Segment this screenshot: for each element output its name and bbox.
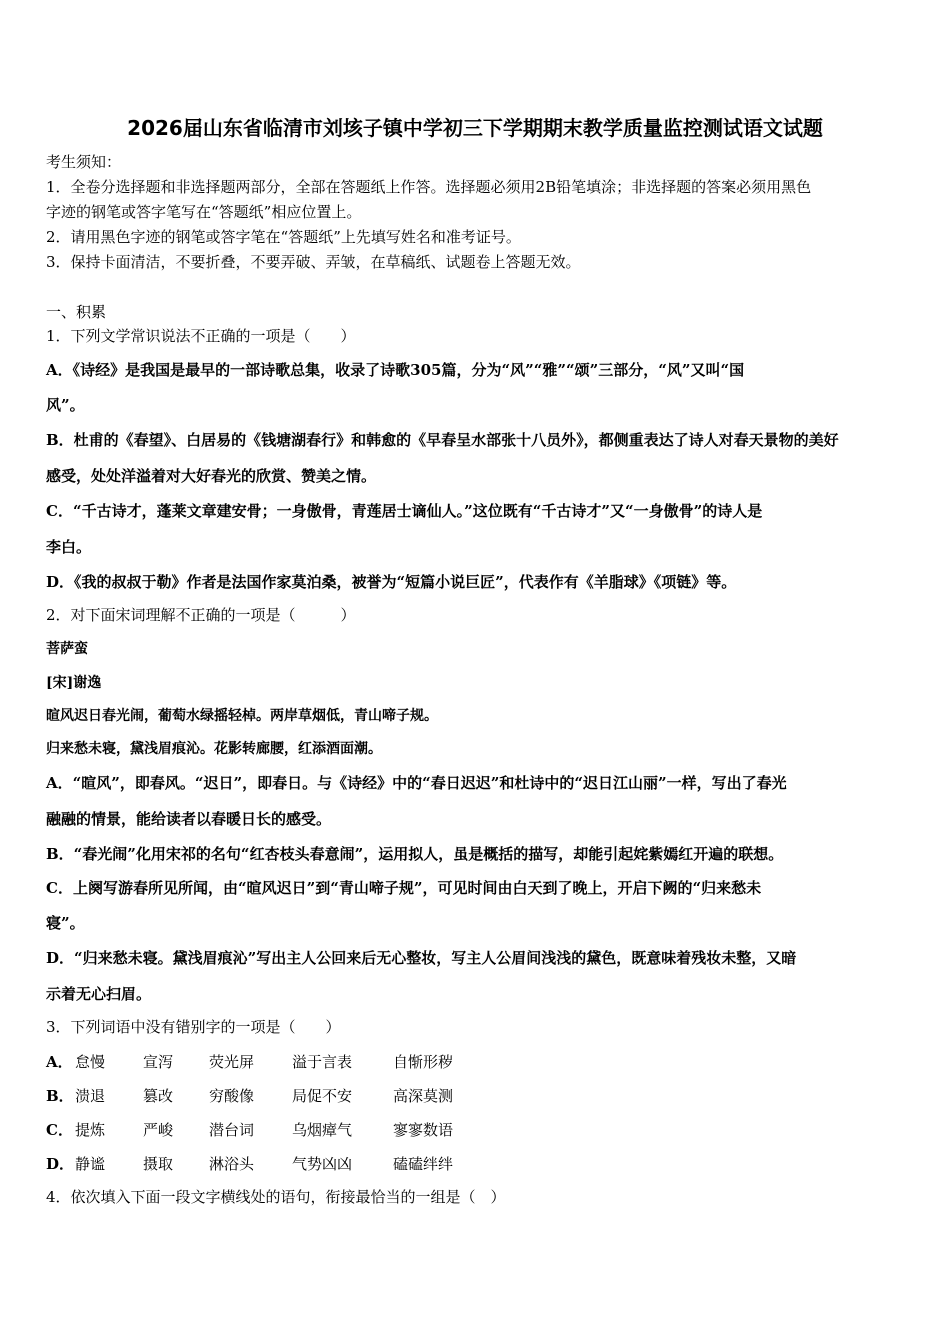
page-title: 2026届山东省临清市刘垓子镇中学初三下学期期末教学质量监控测试语文试题 (127, 116, 823, 140)
poem-author: [宋]谢逸 (46, 675, 102, 691)
word: 局促不安 (292, 1087, 353, 1105)
word: 穷酸像 (209, 1087, 255, 1105)
question-2-option-a: A．“暄风”，即春风。“迟日”，即春日。与《诗经》中的“春日迟迟”和杜诗中的“迟日江山丽”一样，写出了春光 (46, 774, 787, 792)
question-2-option-b: B．“春光闹”化用宋祁的名句“红杏枝头春意闹”，运用拟人，虽是概括的描写，却能引起姹紫嫣红开遍的联想。 (46, 845, 784, 863)
question-1-option-c-cont: 李白。 (46, 538, 92, 556)
poem-title: 菩萨蛮 (46, 641, 88, 657)
question-4-stem: 4．依次填入下面一段文字横线处的语句，衔接最恰当的一组是（ ） (46, 1188, 506, 1206)
word: 潜台词 (209, 1121, 255, 1139)
poem-line-2: 归来愁未寝，黛浅眉痕沁。花影转廊腰，红添酒面潮。 (46, 741, 382, 757)
word: 乌烟瘴气 (292, 1121, 353, 1139)
notice-item-1: 1．全卷分选择题和非选择题两部分，全部在答题纸上作答。选择题必须用2B铅笔填涂；非选择题的答案必须用黑色 (46, 178, 812, 196)
question-1-option-b-cont: 感受，处处洋溢着对大好春光的欣赏、赞美之情。 (46, 467, 377, 485)
word: 寥寥数语 (393, 1121, 454, 1139)
question-2-option-d: D．“归来愁未寝。黛浅眉痕沁”写出主人公回来后无心整妆，写主人公眉间浅浅的黛色，既意味着残妆未整，又暗 (46, 949, 797, 967)
option-label: D． (46, 1155, 75, 1173)
question-2-option-c-cont: 寝”。 (46, 914, 85, 932)
question-1-option-c: C．“千古诗才，蓬莱文章建安骨；一身傲骨，青莲居士谪仙人。”这位既有“千古诗才”又“一身傲骨”的诗人是 (46, 502, 763, 520)
question-1-option-a-cont: 风”。 (46, 396, 85, 414)
word: 自惭形秽 (393, 1053, 454, 1071)
option-label: A． (46, 1053, 73, 1071)
word: 磕磕绊绊 (393, 1155, 454, 1173)
notice-item-3: 3．保持卡面清洁，不要折叠，不要弄破、弄皱，在草稿纸、试题卷上答题无效。 (46, 253, 581, 271)
word: 气势凶凶 (292, 1155, 353, 1173)
question-1-option-b: B．杜甫的《春望》、白居易的《钱塘湖春行》和韩愈的《早春呈水部张十八员外》，都侧重表达了诗人对春天景物的美好 (46, 431, 839, 449)
question-2-option-a-cont: 融融的情景，能给读者以春暖日长的感受。 (46, 810, 332, 828)
word: 静谧 (75, 1155, 106, 1173)
question-2-option-d-cont: 示着无心扫眉。 (46, 985, 152, 1003)
question-1-option-a: A．《诗经》是我国是最早的一部诗歌总集，收录了诗歌305篇，分为“风”“雅”“颂”三部分，“风”又叫“国 (46, 361, 745, 379)
word: 淋浴头 (209, 1155, 255, 1173)
question-2-stem: 2．对下面宋词理解不正确的一项是（ ） (46, 606, 356, 624)
question-1-option-d: D．《我的叔叔于勒》作者是法国作家莫泊桑，被誉为“短篇小说巨匠”，代表作有《羊脂球》《项链》等。 (46, 573, 737, 591)
poem-line-1: 暄风迟日春光闹，葡萄水绿摇轻棹。两岸草烟低，青山啼子规。 (46, 708, 438, 724)
word: 荧光屏 (209, 1053, 255, 1071)
word: 篡改 (143, 1087, 174, 1105)
section-heading: 一、积累 (46, 303, 107, 321)
question-2-option-c: C．上阕写游春所见所闻，由“暄风迟日”到“青山啼子规”，可见时间由白天到了晚上，开启下阙的“归来愁未 (46, 879, 762, 897)
notice-item-2: 2．请用黑色字迹的钢笔或答字笔在“答题纸”上先填写姓名和准考证号。 (46, 228, 521, 246)
word: 高深莫测 (393, 1087, 454, 1105)
word: 溃退 (75, 1087, 106, 1105)
word: 严峻 (143, 1121, 174, 1139)
option-label: B． (46, 1087, 74, 1105)
option-label: C． (46, 1121, 73, 1139)
word: 摄取 (143, 1155, 174, 1173)
word: 怠慢 (75, 1053, 106, 1071)
notice-heading: 考生须知： (46, 153, 122, 171)
word: 提炼 (75, 1121, 106, 1139)
word: 溢于言表 (292, 1053, 353, 1071)
notice-item-1-cont: 字迹的钢笔或答字笔写在“答题纸”相应位置上。 (46, 203, 362, 221)
word: 宣泻 (143, 1053, 174, 1071)
question-1-stem: 1．下列文学常识说法不正确的一项是（ ） (46, 327, 356, 345)
question-3-stem: 3．下列词语中没有错别字的一项是（ ） (46, 1018, 341, 1036)
